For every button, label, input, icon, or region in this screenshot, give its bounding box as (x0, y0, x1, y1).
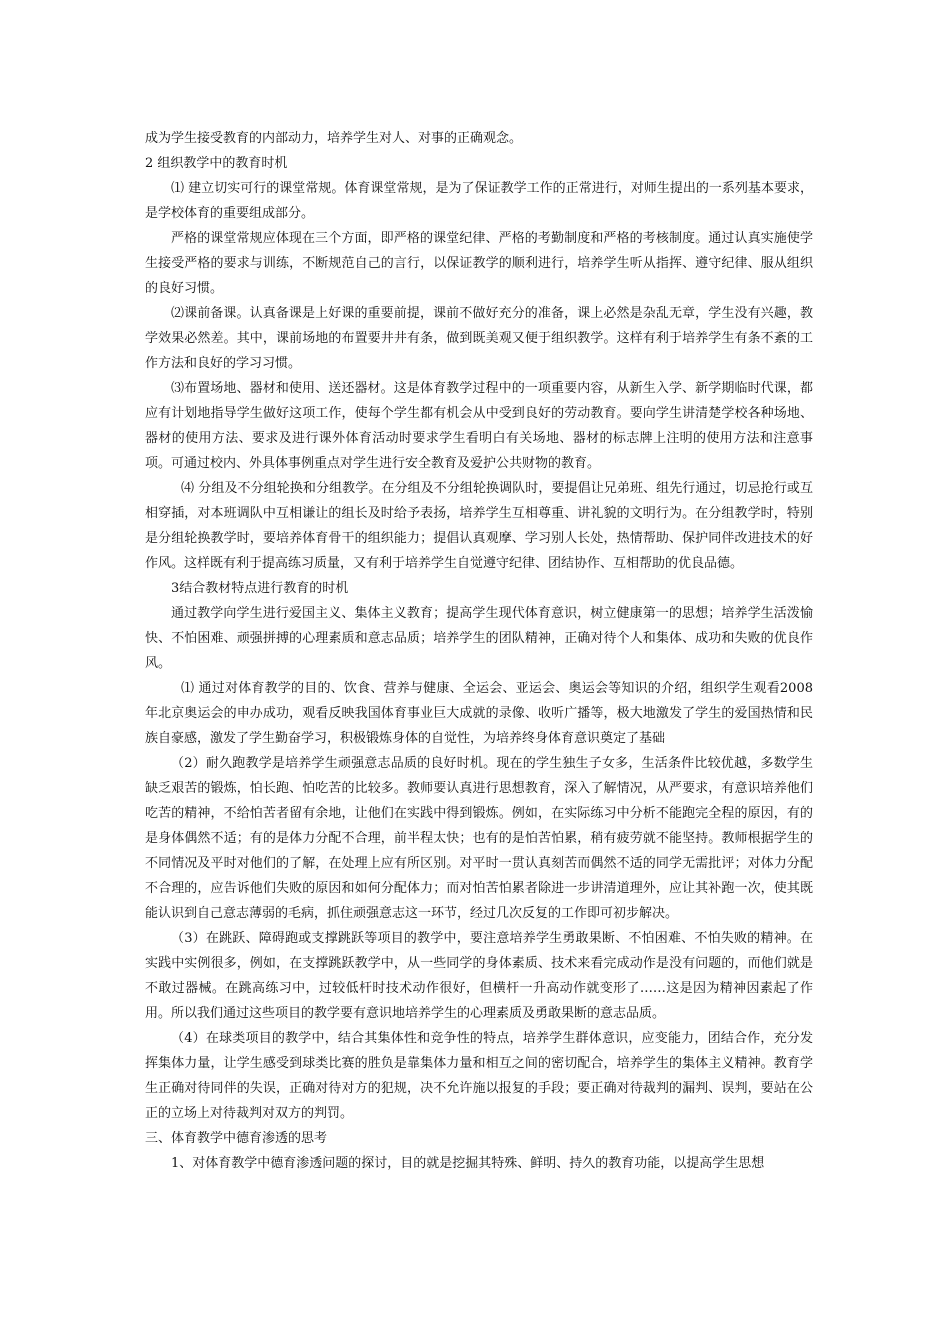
paragraph-12: （3）在跳跃、障碍跑或支撑跳跃等项目的教学中，要注意培养学生勇敢果断、不怕困难、不怕失败的精神。在实践中实例很多，例如，在支撑跳跃教学中，从一些同学的身体素质、技术来看完成动作是没有问题的，而他们就是不敢过器械。在跳高练习中，过较低杆时技术动作很好，但横杆一升高动作就变形了……这是因为精神因素起了作用。所以我们通过这些项目的教学要有意识地培养学生的心理素质及勇敢果断的意志品质。 (145, 931, 813, 1021)
document-page (145, 126, 813, 1176)
section-heading-three: 三、体育教学中德育渗透的思考 (145, 1131, 328, 1146)
paragraph-3: ⑴ 建立切实可行的课堂常规。体育课堂常规，是为了保证教学工作的正常进行，对师生提出的一系列基本要求，是学校体育的重要组成部分。 (145, 181, 813, 221)
paragraph-4: 严格的课堂常规应体现在三个方面，即严格的课堂纪律、严格的考勤制度和严格的考核制度。通过认真实施使学生接受严格的要求与训练，不断规范自己的言行，以保证教学的顺利进行，培养学生听从指挥、遵守纪律、服从组织的良好习惯。 (145, 231, 813, 296)
paragraph-5: ⑵课前备课。认真备课是上好课的重要前提，课前不做好充分的准备，课上必然是杂乱无章，学生没有兴趣，教学效果必然差。其中，课前场地的布置要井井有条，做到既美观又便于组织教学。这样有利于培养学生有条不紊的工作方法和良好的学习习惯。 (145, 306, 813, 371)
paragraph-15: 1、对体育教学中德育渗透问题的探讨，目的就是挖掘其特殊、鲜明、持久的教育功能，以提高学生思想 (171, 1156, 765, 1171)
section-heading-2: 2 组织教学中的教育时机 (145, 156, 288, 171)
section-heading-3: 3结合教材特点进行教育的时机 (171, 581, 349, 596)
paragraph-9: 通过教学向学生进行爱国主义、集体主义教育；提高学生现代体育意识，树立健康第一的思想；培养学生活泼愉快、不怕困难、顽强拼搏的心理素质和意志品质；培养学生的团队精神，正确对待个人和集体、成功和失败的优良作风。 (145, 606, 813, 671)
paragraph-7: ⑷ 分组及不分组轮换和分组教学。在分组及不分组轮换调队时，要提倡让兄弟班、组先行通过，切忌抢行或互相穿插，对本班调队中互相谦让的组长及时给予表扬，培养学生互相尊重、讲礼貌的文明行为。在分组教学时，特别是分组轮换教学时，要培养体育骨干的组织能力；提倡认真观摩、学习别人长处，热情帮助、保护同伴改进技术的好作风。这样既有利于提高练习质量，又有利于培养学生自觉遵守纪律、团结协作、互相帮助的优良品德。 (145, 481, 813, 571)
paragraph-1: 成为学生接受教育的内部动力，培养学生对人、对事的正确观念。 (145, 131, 523, 146)
paragraph-13: （4）在球类项目的教学中，结合其集体性和竞争性的特点，培养学生群体意识，应变能力，团结合作，充分发挥集体力量，让学生感受到球类比赛的胜负是靠集体力量和相互之间的密切配合，培养学生的集体主义精神。教育学生正确对待同伴的失误，正确对待对方的犯规，决不允许施以报复的手段；要正确对待裁判的漏判、误判，要站在公正的立场上对待裁判对双方的判罚。 (145, 1031, 813, 1121)
paragraph-11: （2）耐久跑教学是培养学生顽强意志品质的良好时机。现在的学生独生子女多，生活条件比较优越，多数学生缺乏艰苦的锻炼，怕长跑、怕吃苦的比较多。教师要认真进行思想教育，深入了解情况，从严要求，有意识培养他们吃苦的精神，不给怕苦者留有余地，让他们在实践中得到锻炼。例如，在实际练习中分析不能跑完全程的原因，有的是身体偶然不适；有的是体力分配不合理，前半程太快；也有的是怕苦怕累，稍有疲劳就不能坚持。教师根据学生的不同情况及平时对他们的了解，在处理上应有所区别。对平时一贯认真刻苦而偶然不适的同学无需批评；对体力分配不合理的，应告诉他们失败的原因和如何分配体力；而对怕苦怕累者除进一步讲清道理外，应让其补跑一次，使其既能认识到自己意志薄弱的毛病，抓住顽强意志这一环节，经过几次反复的工作即可初步解决。 (145, 756, 813, 921)
paragraph-6: ⑶布置场地、器材和使用、送还器材。这是体育教学过程中的一项重要内容，从新生入学、新学期临时代课，都应有计划地指导学生做好这项工作，使每个学生都有机会从中受到良好的劳动教育。要向学生讲清楚学校各种场地、器材的使用方法、要求及进行课外体育活动时要求学生看明白有关场地、器材的标志牌上注明的使用方法和注意事项。可通过校内、外具体事例重点对学生进行安全教育及爱护公共财物的教育。 (145, 381, 813, 471)
paragraph-10: ⑴ 通过对体育教学的目的、饮食、营养与健康、全运会、亚运会、奥运会等知识的介绍，组织学生观看2008 年北京奥运会的申办成功，观看反映我国体育事业巨大成就的录像、收听广播等，极大地激发了学生的爱国热情和民族自豪感，激发了学生勤奋学习，积极锻炼身体的自觉性，为培养终身体育意识奠定了基础 (145, 681, 813, 746)
